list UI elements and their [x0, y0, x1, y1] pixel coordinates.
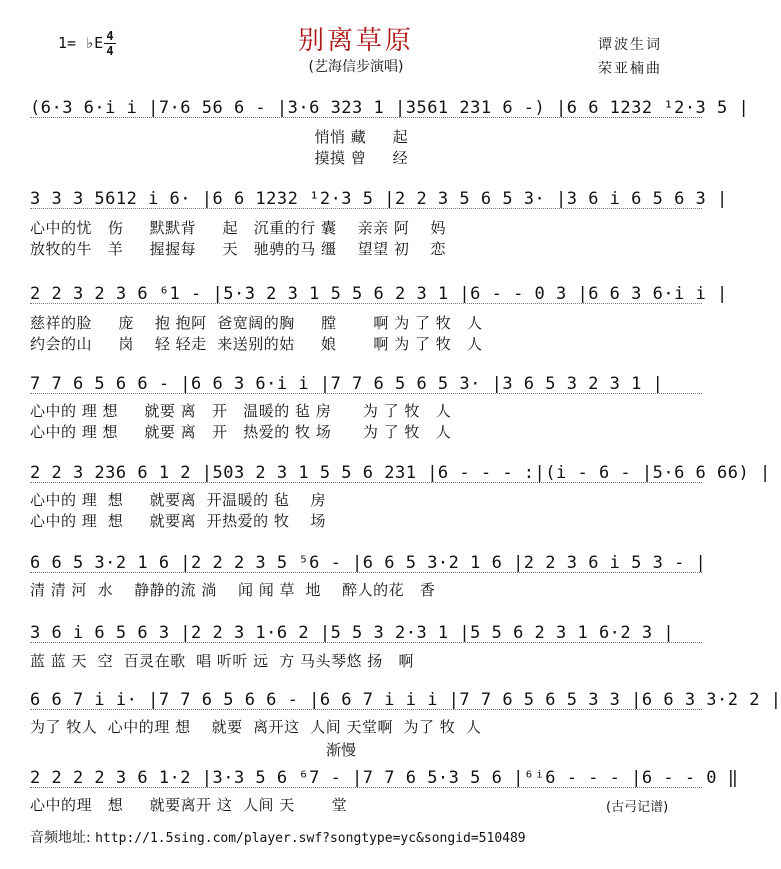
- score-row-6-music: 6 6 5 3·2 1 6 |2 2 2 3 5 ⁵6 - |6 6 5 3·2 1 6 |2 2 3 6 i 5 3 - |: [30, 553, 707, 573]
- score-row-7-music: 3 6 i 6 5 6 3 |2 2 3 1·6 2 |5 5 3 2·3 1 |5 5 6 2 3 1 6·2 3 |: [30, 621, 702, 645]
- lyricist-credit: 谭波生词: [598, 37, 662, 53]
- time-signature-top: 4: [106, 29, 114, 43]
- audio-address-label: 音频地址:: [30, 830, 91, 846]
- score-row-5-lyrics-verse-2: 心中的 理 想 就要离 开热爱的 牧 场: [30, 512, 327, 530]
- score-row-4-lyrics-verse-1: 心中的 理 想 就要 离 开 温暖的 毡 房 为 了 牧 人: [30, 402, 452, 420]
- score-row-6-lyrics: 清 清 河 水 静静的流 淌 闻 闻 草 地 醉人的花 香: [30, 581, 436, 599]
- score-row-4-lyrics-verse-2: 心中的 理 想 就要 离 开 热爱的 牧 场 为 了 牧 人: [30, 423, 452, 441]
- song-title: 别离草原: [297, 26, 414, 56]
- tempo-marking: 渐慢: [326, 741, 357, 759]
- score-row-2-music: 3 3 3 5612 i 6· |6 6 1232 ¹2·3 5 |2 2 3 5 6 5 3· |3 6 i 6 5 6 3 |: [30, 189, 728, 209]
- score-row-1-lyrics-verse-2: 摸摸 曾 经: [30, 149, 409, 167]
- audio-address: [30, 827, 526, 847]
- score-row-9-music: 2 2 2 2 3 6 1·2 |3·3 5 6 ⁶7 - |7 7 6 5·3 5 6 |⁶ⁱ6 - - - |6 - - 0 ‖: [30, 768, 739, 788]
- score-row-7-lyrics: 蓝 蓝 天 空 百灵在歌 唱 听听 远 方 马头琴悠 扬 啊: [30, 652, 415, 670]
- score-row-1-lyrics-verse-1: 悄悄 藏 起: [30, 128, 409, 146]
- score-row-9-lyrics: 心中的理 想 就要离开 这 人间 天 堂: [30, 796, 348, 814]
- score-row-3-lyrics-verse-1: 慈祥的脸 庞 抱 抱阿 爸宽阔的胸 膛 啊 为 了 牧 人: [30, 314, 483, 332]
- composer-credit: 荣亚楠曲: [598, 61, 662, 77]
- song-subtitle: (艺海信步演唱): [308, 59, 404, 75]
- score-row-2-lyrics-verse-1: 心中的忧 伤 默默背 起 沉重的行 囊 亲亲 阿 妈: [30, 219, 446, 237]
- score-row-4-music: 7 7 6 5 6 6 - |6 6 3 6·i i |7 7 6 5 6 5 3· |3 6 5 3 2 3 1 |: [30, 372, 702, 396]
- time-signature-bottom: 4: [106, 44, 114, 58]
- score-row-3-lyrics-verse-2: 约会的山 岗 轻 轻走 来送别的姑 娘 啊 为 了 牧 人: [30, 335, 483, 353]
- score-row-2-lyrics-verse-2: 放牧的牛 羊 握握每 天 驰骋的马 缰 望望 初 恋: [30, 240, 446, 258]
- score-row-8-lyrics: 为了 牧人 心中的理 想 就要 离开这 人间 天堂啊 为了 牧 人: [30, 718, 482, 736]
- score-row-5-music: 2 2 3 236 6 1 2 |503 2 3 1 5 5 6 231 |6 - - - :|(i - 6 - |5·6 6 66) |: [30, 463, 771, 483]
- score-row-3-music: 2 2 3 2 3 6 ⁶1 - |5·3 2 3 1 5 5 6 2 3 1 |6 - - 0 3 |6 6 3 6·i i |: [30, 284, 728, 304]
- transcriber-credit: (古弓记谱): [606, 800, 669, 815]
- score-row-1-music: (6·3 6·i i |7·6 56 6 - |3·6 323 1 |3561 231 6 -) |6 6 1232 ¹2·3 5 |: [30, 98, 750, 118]
- score-row-5-lyrics-verse-1: 心中的 理 想 就要离 开温暖的 毡 房: [30, 491, 327, 509]
- key-signature: 1= ♭E: [58, 34, 104, 52]
- score-row-8-music: 6 6 7 i i· |7 7 6 5 6 6 - |6 6 7 i i i |7 7 6 5 6 5 3 3 |6 6 3 3·2 2 |: [30, 690, 781, 710]
- audio-address-link[interactable]: http://1.5sing.com/player.swf?songtype=yc&songid=510489: [95, 831, 526, 846]
